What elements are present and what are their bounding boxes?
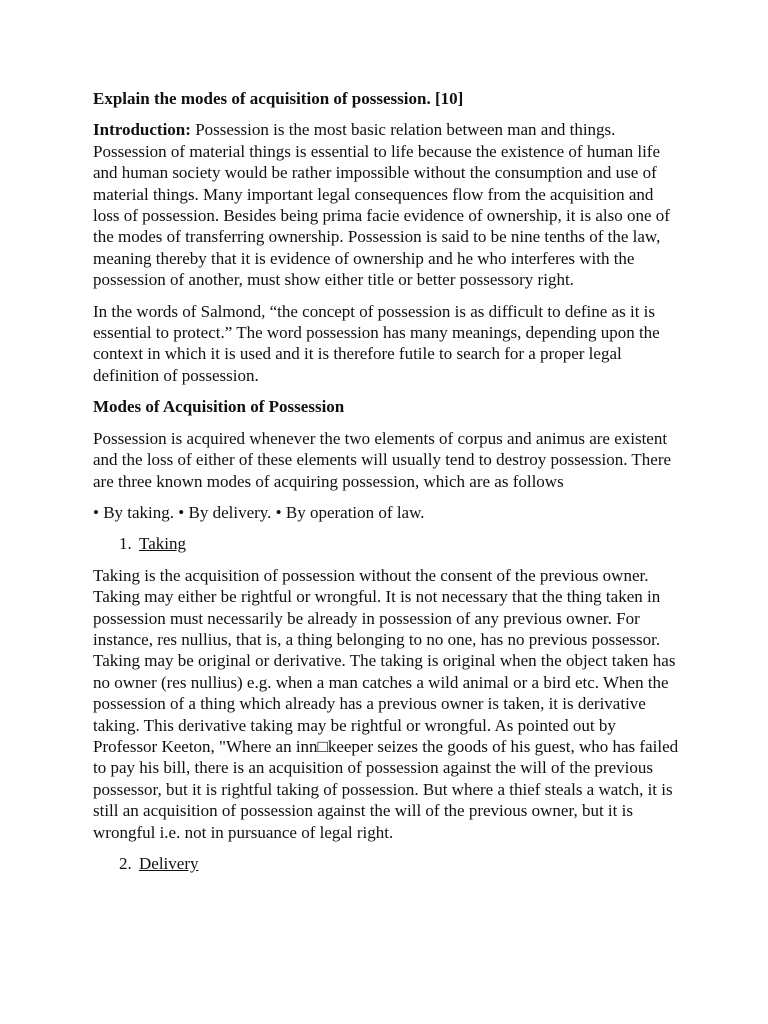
section-heading-taking xyxy=(93,533,681,554)
document-body xyxy=(93,88,681,884)
salmond-paragraph: In the words of Salmond, “the concept of possession is as difficult to define as it is essential to protect.” The word possession has many meanings, depending upon the context in which it is used and it is therefore futile to search for a proper legal definition of possession. xyxy=(93,301,660,385)
section-number: 1. xyxy=(119,534,132,554)
section-title: Delivery xyxy=(139,854,199,873)
modes-list: • By taking. • By delivery. • By operation of law. xyxy=(93,502,425,522)
intro-paragraph xyxy=(93,119,681,290)
modes-paragraph: Possession is acquired whenever the two elements of corpus and animus are existent and the loss of either of these elements will usually tend to destroy possession. There are three known modes of acquiring possession, which are as follows xyxy=(93,428,672,491)
document-title: Explain the modes of acquisition of possession. [10] xyxy=(93,89,464,108)
modes-heading: Modes of Acquisition of Possession xyxy=(93,397,345,417)
taking-paragraph: Taking is the acquisition of possession without the consent of the previous owner. Taking may either be rightful or wrongful. It is not necessary that the thing taken in possession must necessarily be already in possession of any previous owner. For instance, res nullius, that is, a thing belonging to no one, has no previous possessor. Taking may be original or derivative. The taking is original when the object taken has no owner (res nullius) e.g. when a man catches a wild animal or a bird etc. When the possession of a thing which already has a previous owner is taken, it is derivative taking. This derivative taking may be rightful or wrongful. As pointed out by Professor Keeton, "Where an inn□keeper seizes the goods of his guest, who has failed to pay his bill, there is an acquisition of possession against the will of the previous possessor, but it is rightful taking of possession. But where a thief steals a watch, it is still an acquisition of possession against the will of the previous owner, but it is wrongful i.e. not in pursuance of legal right. xyxy=(93,565,679,842)
intro-text: Possession is the most basic relation between man and things. Possession of material things is essential to life because the existence of human life and human society would be rather impossible without the consumption and use of material things. Many important legal consequences flow from the acquisition and loss of possession. Besides being prima facie evidence of ownership, it is also one of the modes of transferring ownership. Possession is said to be nine tenths of the law, meaning thereby that it is evidence of ownership and he who interferes with the possession of another, must show either title or better possessory right. xyxy=(93,120,670,290)
section-heading-delivery xyxy=(93,853,681,874)
section-title: Taking xyxy=(139,534,186,554)
section-number: 2. xyxy=(119,854,132,873)
intro-label: Introduction: xyxy=(93,120,191,140)
